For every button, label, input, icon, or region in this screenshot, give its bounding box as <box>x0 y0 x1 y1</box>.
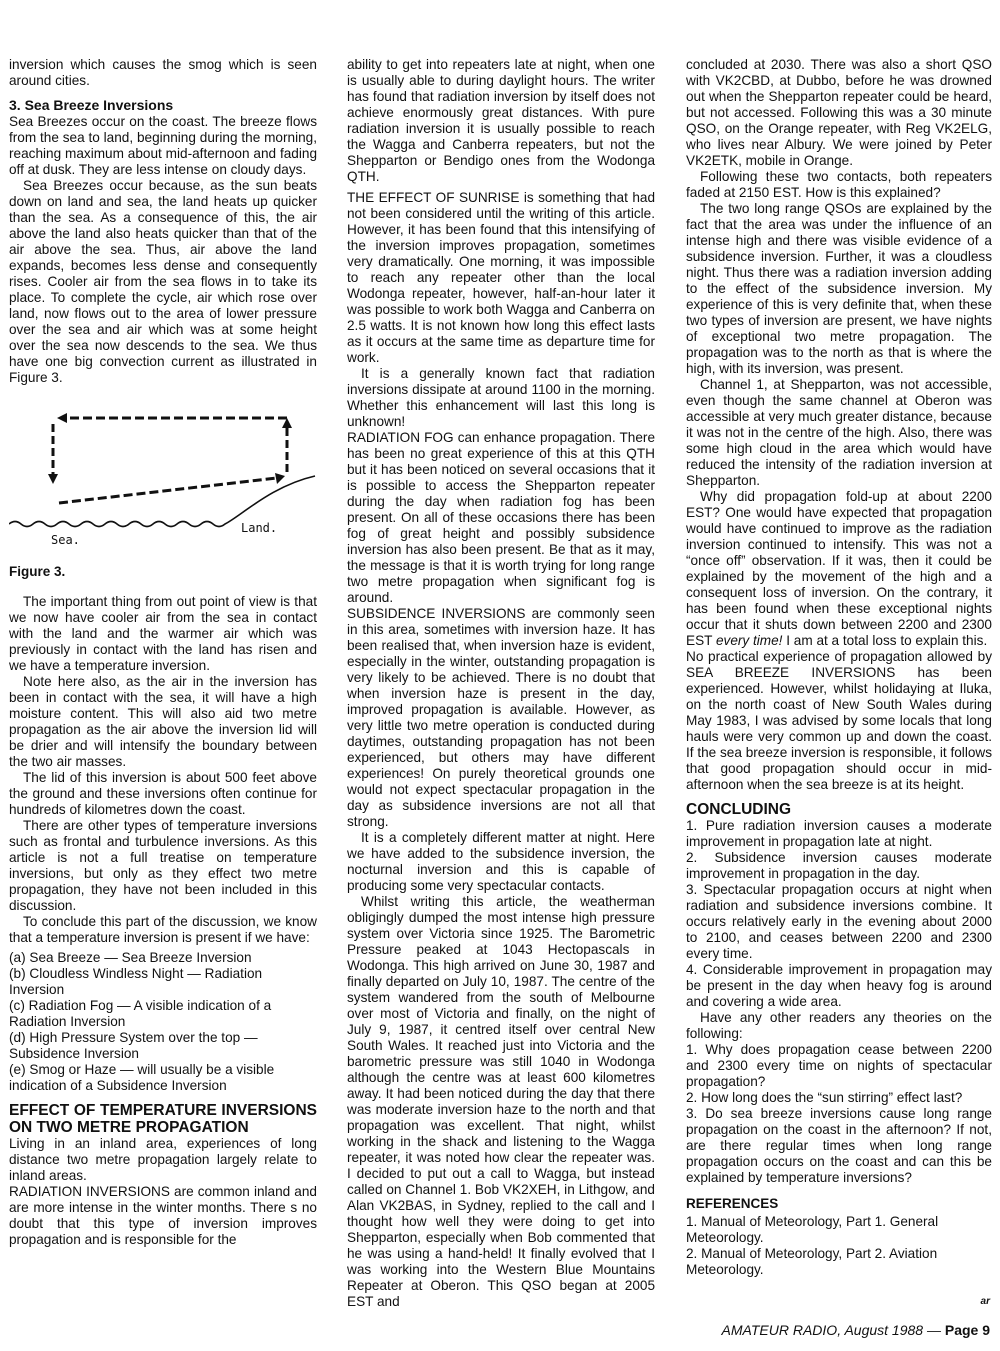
land-label: Land. <box>241 521 278 535</box>
end-mark: ar <box>980 1296 990 1307</box>
paragraph: The two long range QSOs are explained by the fact that the area was under the influence of an intense high and there was visible evidence of a subsidence inversion. Further, it was a cloudless night. Thus there was a radiation inversion adding to the effect of the subsidence inversion. My experience of this is very definite that, when these two types of inversion are present, we have nights of exceptional two metre propagation. The propagation was to the north as that is where the high, with its inversion, was present. <box>686 201 992 376</box>
list-item: (d) High Pressure System over the top — Subsidence Inversion <box>9 1030 258 1061</box>
list-item: 2. How long does the “sun stirring” effect last? <box>686 1090 963 1105</box>
list-item: (e) Smog or Haze — will usually be a visible indication of a Subsidence Inversion <box>9 1062 275 1093</box>
paragraph: Whilst writing this article, the weatherman obligingly dumped the most intense high pressure system over Victoria since 1925. The Barometric Pressure peaked at 1043 Hectopascals in Wodonga. This high arrived on June 30, 1987 and finally departed on July 10, 1987. The centre of the system wandered from the south of Melbourne over most of Victoria and finally, on the night of July 9, 1987, it centred itself over central New South Wales. It reached just into Victoria and the barometric pressure was still 1040 in Wodonga although the centre was at least 600 kilometres away. It had been noticed during the day that there was moderate inversion haze to the north and that propagation was excellent. That night, whilst working in the shack and listening to the Wagga repeater, it was noted how clear the repeater was. I decided to put out a call to Wagga, but instead called on Channel 1. Bob VK2XEH, in Lithgow, and Alan VK2BAS, in Sydney, replied to the call and I thought how well they were doing to get into Shepparton, especially when Bob commented that he was using a hand-held! It finally evolved that I was working into the Western Blue Mountains Repeater at Oberon. This QSO began at 2005 EST and <box>347 894 655 1309</box>
questions-list <box>686 1042 992 1186</box>
list-item: 3. Do sea breeze inversions cause long range propagation on the coast in the afternoon? If not, are there regular times when long range propagation occurs on the coast and can this be explained by temperature inversions? <box>686 1106 992 1185</box>
paragraph: concluded at 2030. There was also a short QSO with VK2CBD, at Dubbo, before he was drowned out when the Shepparton repeater could be heard, but not accessed. Following this was a 30 minute QSO, on the Orange repeater, with Reg VK2ELG, who lives near Albury. We were joined by Peter VK2ETK, mobile in Orange. <box>686 57 992 168</box>
figure-caption: Figure 3. <box>9 564 66 579</box>
paragraph: Following these two contacts, both repeaters faded at 2150 EST. How is this explained? <box>686 169 992 200</box>
paragraph: There are other types of temperature inversions such as frontal and turbulence inversions. As this article is not a full treatise on temperature inversions, but only as they effect two metre propagation, they have not been included in this discussion. <box>9 818 317 913</box>
list-item: 1. Pure radiation inversion causes a moderate improvement in propagation late at night. <box>686 818 992 849</box>
paragraph: The important thing from out point of view is that we now have cooler air from the sea in contact with the land and the warmer air which was previously in contact with the land has risen and we have a temperature inversion. <box>9 594 317 673</box>
list-item: 1. Why does propagation cease between 2200 and 2300 every time on nights of spectacular propagation? <box>686 1042 992 1089</box>
paragraph: Channel 1, at Shepparton, was not accessible, even though the same channel at Oberon was accessible at very much greater distance, because it was not in the centre of the high. Also, there was some high cloud in the area which would have reduced the intensity of the radiation inversion at Shepparton. <box>686 377 992 488</box>
column-3 <box>686 57 992 1278</box>
sea-and-land-line <box>9 476 315 527</box>
paragraph: The lid of this inversion is about 500 feet above the ground and these inversions often continue for hundreds of kilometres down the coast. <box>9 770 317 817</box>
inversion-indicator-list <box>9 950 317 1094</box>
list-item: 4. Considerable improvement in propagation may be present in the day when heavy fog is around and covering a wide area. <box>686 962 992 1009</box>
paragraph: Note here also, as the air in the inversion has been in contact with the sea, it will have a high moisture content. This will also aid two metre propagation as the air above the inversion lid will be drier and will intensify the boundary between the two air masses. <box>9 674 317 769</box>
paragraph: Living in an inland area, experiences of long distance two metre propagation largely relate to inland areas. <box>9 1136 317 1183</box>
paragraph: Sea Breezes occur because, as the sun beats down on land and sea, the land heats up quicker than the sea. As a consequence of this, the air above the land also heats quicker than that of the air above the sea. Thus, air above the land expands, becomes less dense and consequently rises. Cooler air from the sea flows in to take its place. To complete the cycle, air which rose over land, now flows out to the area of lower pressure over the sea and air which was at some height over the sea now descends to the sea. We thus have one big convection current as illustrated in Figure 3. <box>9 178 317 385</box>
section-heading-sea-breeze: 3. Sea Breeze Inversions <box>9 97 174 113</box>
reference-item: 1. Manual of Meteorology, Part 1. General Meteorology. <box>686 1214 939 1245</box>
paragraph <box>686 489 992 649</box>
text: Why did propagation fold-up at about 2200 EST? One would have expected that propagation would have continued to improve as the radiation inversion continued to intensify. This was not a “once off” observation. If it was, then it could be explained by the movement of the high and a consequent loss of inversion. On the contrary, it has been found when these exceptional nights occur that it shuts down between 2200 and 2300 EST <box>686 489 992 648</box>
paragraph: It is a generally known fact that radiation inversions dissipate at around 1100 in the morning. Whether this enhancement will last this long is unknown! <box>347 366 655 429</box>
sea-label: Sea. <box>51 533 80 547</box>
conclusions-list <box>686 818 992 1010</box>
paragraph: It is a completely different matter at night. Here we have added to the subsidence inversion, the nocturnal inversion and this is capable of producing some very spectacular contacts. <box>347 830 655 893</box>
figure-3-diagram <box>9 396 317 561</box>
paragraph: ability to get into repeaters late at night, when one is usually able to during daylight hours. The writer has found that radiation inversion by itself does not achieve enormously great distances. With pure radiation inversion it is usually possible to reach the Wagga and Canberra repeaters, but not the Shepparton or Bendigo ones from the Wodonga QTH. <box>347 57 655 184</box>
paragraph: RADIATION FOG can enhance propagation. There has been no great experience of this at this QTH but it has been noticed on several occasions that it is possible to access the Shepparton repeater during the day when radiation fog has been present. On all of these occasions there has been fog of great height and possibly subsidence inversion has also been present. Be that as it may, the message is that it is worth trying for long range two metre propagation when significant fog is around. <box>347 430 655 605</box>
issue-date: , August 1988 — <box>837 1322 945 1338</box>
arrowhead-left <box>57 413 67 423</box>
paragraph: THE EFFECT OF SUNRISE is something that had not been considered until the writing of this article. However, it has been found that this intensifying of the inversion improves propagation, sometimes very dramatically. One morning, it was impossible to reach any repeater other than the local Wodonga repeater, however, half-an-hour later it was possible to work both Wagga and Canberra on 2.5 watts. It is not known how long this effect lasts as it occurs at the same time as departure time for work. <box>347 190 655 365</box>
reference-item: 2. Manual of Meteorology, Part 2. Aviation Meteorology. <box>686 1246 938 1277</box>
column-2 <box>347 57 655 1310</box>
list-item: (b) Cloudless Windless Night — Radiation Inversion <box>9 966 263 997</box>
bottom-flow-arrow <box>59 478 277 503</box>
section-heading-references: REFERENCES <box>686 1196 779 1211</box>
arrowhead-right <box>275 473 285 484</box>
column-1 <box>9 57 317 1248</box>
paragraph: Sea Breezes occur on the coast. The breeze flows from the sea to land, beginning during the morning, reaching maximum about mid-afternoon and fading off at dusk. They are less intense on cloudy days. <box>9 114 317 177</box>
list-item: (a) Sea Breeze — Sea Breeze Inversion <box>9 950 252 965</box>
emphasis: every time! <box>715 633 783 648</box>
section-heading-concluding: CONCLUDING <box>686 801 792 818</box>
arrowhead-down <box>48 474 58 484</box>
references-list <box>686 1214 992 1278</box>
list-item: 3. Spectacular propagation occurs at night when radiation and subsidence inversions combine. It occurs relatively early in the evening about 2000 to 2100, and ceases between 2200 and 2300 every time. <box>686 882 992 961</box>
text: I am at a total loss to explain this. <box>782 633 988 648</box>
paragraph: To conclude this part of the discussion, we know that a temperature inversion is present if we have: <box>9 914 317 945</box>
list-item: 2. Subsidence inversion causes moderate improvement in propagation in the day. <box>686 850 992 881</box>
paragraph: inversion which causes the smog which is seen around cities. <box>9 57 317 88</box>
list-item: (c) Radiation Fog — A visible indication of a Radiation Inversion <box>9 998 272 1029</box>
magazine-name: AMATEUR RADIO <box>721 1322 838 1338</box>
section-heading-effect: EFFECT OF TEMPERATURE INVERSIONS ON TWO METRE PROPAGATION <box>9 1102 317 1136</box>
page-number: Page 9 <box>944 1322 990 1338</box>
page-footer <box>722 1322 990 1338</box>
paragraph: RADIATION INVERSIONS are common inland and are more intense in the winter months. There s no doubt that this type of inversion improves propagation and is responsible for the <box>9 1184 317 1247</box>
paragraph: No practical experience of propagation allowed by SEA BREEZE INVERSIONS has been experienced. However, whilst holidaying at Iluka, on the north coast of New South Wales during May 1983, I was advised by some locals that long hauls were very common up and down the coast. If the sea breeze inversion is responsible, it follows that good propagation should occur in mid-afternoon when the sea breeze is at its height. <box>686 649 993 792</box>
paragraph: SUBSIDENCE INVERSIONS are commonly seen in this area, sometimes with inversion haze. It has been realised that, when inversion haze is evident, especially in the winter, outstanding propagation is very likely to be achieved. There is no doubt that when inversion haze is present in the day, improved propagation is available. However, as very little two metre operation is conducted during daytimes, outstanding propagation has not been experienced, but others may have different experiences! On purely theoretical grounds one would not expect spectacular propagation in the day as subsidence inversions are not all that strong. <box>347 606 655 829</box>
paragraph: Have any other readers any theories on the following: <box>686 1010 992 1041</box>
